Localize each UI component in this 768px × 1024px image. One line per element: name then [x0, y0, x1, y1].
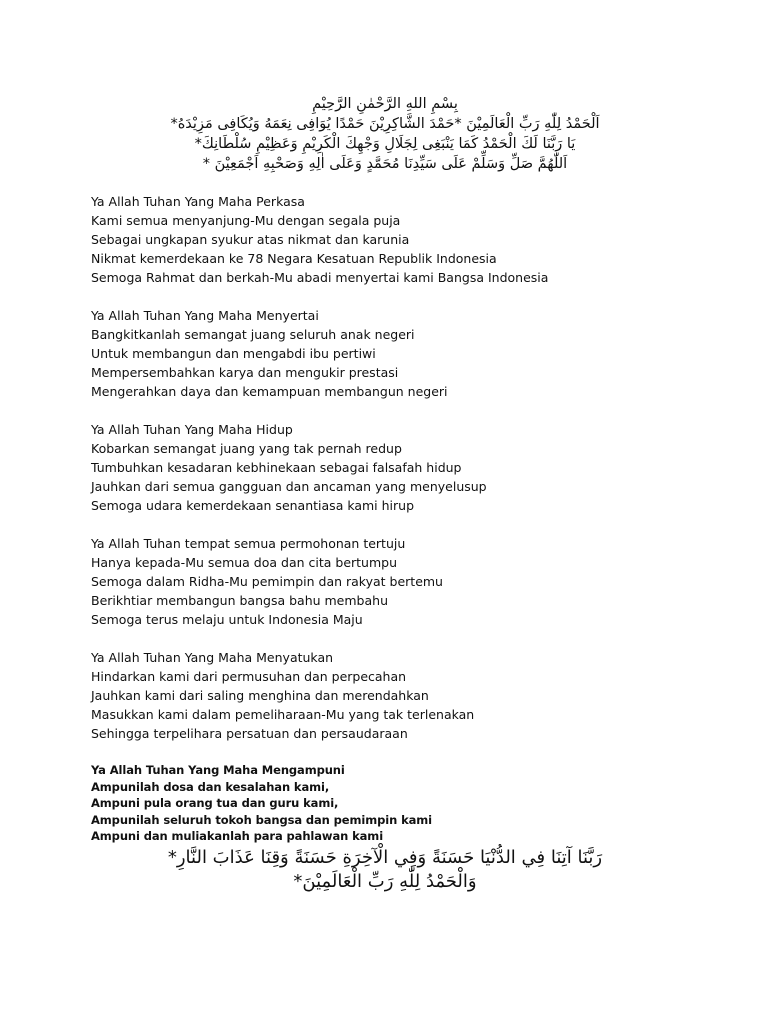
- opening-arabic-line: يَا رَبَّنَا لَكَ الْحَمْدُ كَمَا يَنْبَغِى لِجَلَالِ وَجْهِكَ الْكَرِيْمِ وَعَظِيْمِ سُلْطَانِكَ*: [194, 136, 576, 152]
- stanza-heading: Ya Allah Tuhan Yang Maha Menyatukan: [91, 650, 334, 665]
- stanza-line: Kami semua menyanjung-Mu dengan segala puja: [91, 213, 401, 228]
- stanza-line: Semoga terus melaju untuk Indonesia Maju: [91, 612, 363, 627]
- stanza-line: Hindarkan kami dari permusuhan dan perpecahan: [91, 669, 407, 684]
- stanza-1: [91, 192, 691, 287]
- closing-arabic-line: وَالْحَمْدُ لِلّٰهِ رَبِّ الْعَالَمِيْنَ*: [293, 871, 477, 892]
- stanza-line: Tumbuhkan kesadaran kebhinekaan sebagai falsafah hidup: [91, 460, 462, 475]
- closing-arabic-line: رَبَّنَا آتِنَا فِي الدُّنْيَا حَسَنَةً وَفِي الْآخِرَةِ حَسَنَةً وَقِنَا عَذَابَ النَّارِ*: [167, 847, 603, 868]
- closing-arabic-prayer: [80, 846, 690, 894]
- prayer-stanzas: [91, 192, 691, 864]
- stanza-line: Hanya kepada-Mu semua doa dan cita bertumpu: [91, 555, 398, 570]
- stanza-line: Mempersembahkan karya dan mengukir prestasi: [91, 365, 399, 380]
- stanza-line: Semoga udara kemerdekaan senantiasa kami hirup: [91, 498, 415, 513]
- stanza-line: Ampunilah seluruh tokoh bangsa dan pemimpin kami: [91, 812, 433, 827]
- stanza-line: Jauhkan kami dari saling menghina dan merendahkan: [91, 688, 429, 703]
- stanza-4: [91, 534, 691, 629]
- stanza-6: [91, 762, 691, 845]
- stanza-line: Semoga Rahmat dan berkah-Mu abadi menyertai kami Bangsa Indonesia: [91, 270, 549, 285]
- stanza-line: Bangkitkanlah semangat juang seluruh anak negeri: [91, 327, 415, 342]
- stanza-line: Sehingga terpelihara persatuan dan persaudaraan: [91, 726, 408, 741]
- stanza-5: [91, 648, 691, 743]
- stanza-line: Untuk membangun dan mengabdi ibu pertiwi: [91, 346, 376, 361]
- stanza-line: Semoga dalam Ridha-Mu pemimpin dan rakyat bertemu: [91, 574, 443, 589]
- stanza-line: Ampunilah dosa dan kesalahan kami,: [91, 779, 330, 794]
- stanza-line: Jauhkan dari semua gangguan dan ancaman yang menyelusup: [91, 479, 487, 494]
- stanza-heading: Ya Allah Tuhan Yang Maha Mengampuni: [91, 763, 345, 777]
- basmala-line: بِسْمِ اللهِ الرَّحْمٰنِ الرَّحِيْمِ: [312, 96, 458, 112]
- stanza-line: Kobarkan semangat juang yang tak pernah redup: [91, 441, 402, 456]
- stanza-line: Nikmat kemerdekaan ke 78 Negara Kesatuan Republik Indonesia: [91, 251, 497, 266]
- stanza-heading: Ya Allah Tuhan tempat semua permohonan tertuju: [91, 536, 406, 551]
- stanza-heading: Ya Allah Tuhan Yang Maha Menyertai: [91, 308, 319, 323]
- stanza-2: [91, 306, 691, 401]
- stanza-line: Ampuni pula orang tua dan guru kami,: [91, 796, 339, 810]
- stanza-3: [91, 420, 691, 515]
- stanza-heading: Ya Allah Tuhan Yang Maha Perkasa: [91, 194, 305, 209]
- stanza-line: Masukkan kami dalam pemeliharaan-Mu yang tak terlenakan: [91, 707, 475, 722]
- stanza-line: Berikhtiar membangun bangsa bahu membahu: [91, 593, 388, 608]
- stanza-line: Mengerahkan daya dan kemampuan membangun negeri: [91, 384, 448, 399]
- opening-arabic-line: اَللّٰهُمَّ صَلِّ وَسَلِّمْ عَلَى سَيِّدِنَا مُحَمَّدٍ وَعَلَى اٰلِهِ وَصَحْبِهِ اَجْمَعِيْنَ *: [202, 156, 568, 172]
- stanza-heading: Ya Allah Tuhan Yang Maha Hidup: [91, 422, 293, 437]
- stanza-line: Sebagai ungkapan syukur atas nikmat dan karunia: [91, 232, 410, 247]
- opening-arabic-line: اَلْحَمْدُ لِلّٰهِ رَبِّ الْعَالَمِيْنَ *حَمْدَ الشَّاكِرِيْنَ حَمْدًا يُوَافِى نِعَمَهُ وَيُكَافِى مَزِيْدَهُ*: [170, 116, 600, 132]
- stanza-line: Ampuni dan muliakanlah para pahlawan kami: [91, 829, 384, 843]
- opening-arabic-prayer: [80, 94, 690, 174]
